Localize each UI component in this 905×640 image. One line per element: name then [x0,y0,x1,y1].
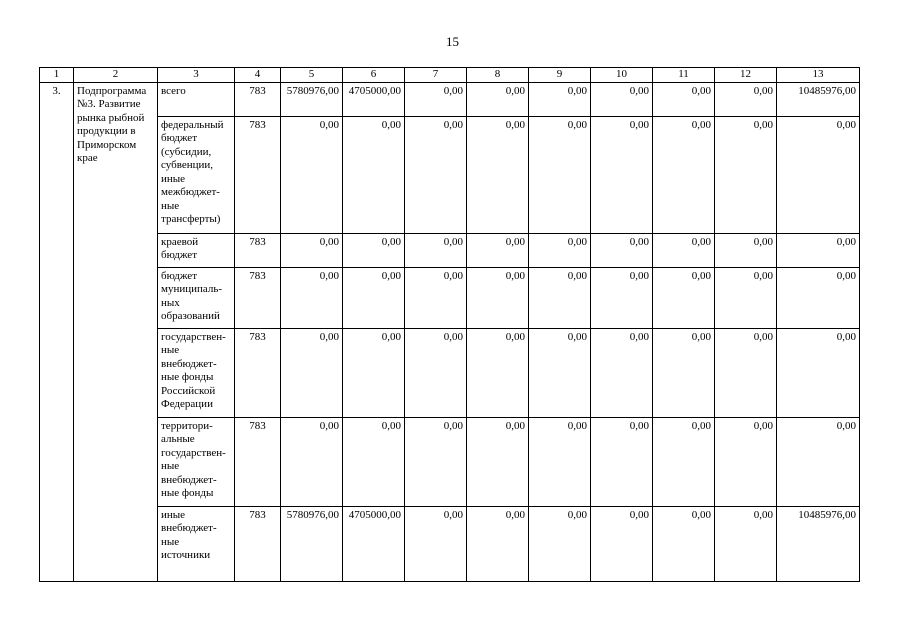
value-cell: 0,00 [467,506,529,581]
value-cell: 0,00 [777,328,860,417]
value-cell: 0,00 [529,267,591,328]
value-cell: 0,00 [467,417,529,506]
header-cell: 4 [235,68,281,83]
header-row [40,68,860,83]
code-cell: 783 [235,417,281,506]
value-cell: 0,00 [405,267,467,328]
header-cell: 13 [777,68,860,83]
value-cell: 0,00 [281,116,343,233]
value-cell: 10485976,00 [777,82,860,116]
value-cell: 0,00 [343,116,405,233]
code-cell: 783 [235,82,281,116]
value-cell: 0,00 [653,506,715,581]
value-cell: 10485976,00 [777,506,860,581]
value-cell: 0,00 [405,233,467,267]
value-cell: 0,00 [591,417,653,506]
header-cell: 2 [74,68,158,83]
value-cell: 0,00 [405,506,467,581]
funding-source: иные внебюджет-ные источники [158,506,235,581]
value-cell: 0,00 [591,233,653,267]
table-row [40,82,860,116]
value-cell: 0,00 [467,82,529,116]
funding-source: федеральный бюджет (субсидии, субвенции, иные межбюджет-ные трансферты) [158,116,235,233]
header-cell: 6 [343,68,405,83]
funding-source: бюджет муниципаль-ных образований [158,267,235,328]
header-cell: 3 [158,68,235,83]
value-cell: 0,00 [777,233,860,267]
value-cell: 0,00 [343,417,405,506]
value-cell: 0,00 [715,506,777,581]
value-cell: 0,00 [591,82,653,116]
value-cell: 0,00 [467,267,529,328]
value-cell: 0,00 [591,506,653,581]
value-cell: 0,00 [653,267,715,328]
header-cell: 11 [653,68,715,83]
value-cell: 0,00 [653,82,715,116]
value-cell: 0,00 [715,328,777,417]
code-cell: 783 [235,506,281,581]
table-row [40,233,860,267]
value-cell: 5780976,00 [281,82,343,116]
value-cell: 0,00 [343,267,405,328]
value-cell: 0,00 [529,82,591,116]
value-cell: 0,00 [653,116,715,233]
value-cell: 0,00 [653,328,715,417]
header-cell: 7 [405,68,467,83]
value-cell: 0,00 [529,506,591,581]
value-cell: 0,00 [529,417,591,506]
value-cell: 0,00 [591,116,653,233]
code-cell: 783 [235,116,281,233]
code-cell: 783 [235,267,281,328]
value-cell: 0,00 [715,267,777,328]
value-cell: 0,00 [591,328,653,417]
header-cell: 5 [281,68,343,83]
value-cell: 0,00 [715,417,777,506]
value-cell: 0,00 [467,328,529,417]
value-cell: 0,00 [281,267,343,328]
header-cell: 8 [467,68,529,83]
value-cell: 0,00 [777,267,860,328]
code-cell: 783 [235,233,281,267]
funding-source: территори-альные государствен-ные внебюджет-ные фонды [158,417,235,506]
value-cell: 0,00 [715,116,777,233]
funding-source: всего [158,82,235,116]
table-row [40,417,860,506]
value-cell: 0,00 [591,267,653,328]
value-cell: 5780976,00 [281,506,343,581]
header-cell: 9 [529,68,591,83]
value-cell: 0,00 [653,417,715,506]
value-cell: 4705000,00 [343,506,405,581]
header-cell: 1 [40,68,74,83]
value-cell: 0,00 [467,233,529,267]
funding-source: краевой бюджет [158,233,235,267]
table-row [40,328,860,417]
header-cell: 12 [715,68,777,83]
value-cell: 0,00 [405,116,467,233]
value-cell: 0,00 [715,82,777,116]
table-row [40,116,860,233]
value-cell: 0,00 [653,233,715,267]
value-cell: 0,00 [281,417,343,506]
value-cell: 0,00 [343,328,405,417]
value-cell: 0,00 [715,233,777,267]
value-cell: 0,00 [529,116,591,233]
header-cell: 10 [591,68,653,83]
value-cell: 4705000,00 [343,82,405,116]
value-cell: 0,00 [777,417,860,506]
value-cell: 0,00 [343,233,405,267]
code-cell: 783 [235,328,281,417]
value-cell: 0,00 [777,116,860,233]
value-cell: 0,00 [281,233,343,267]
value-cell: 0,00 [467,116,529,233]
funding-source: государствен-ные внебюджет-ные фонды Российской Федерации [158,328,235,417]
row-number: 3. [40,82,74,581]
value-cell: 0,00 [405,417,467,506]
budget-table [39,67,860,582]
value-cell: 0,00 [529,328,591,417]
value-cell: 0,00 [281,328,343,417]
page-number: 15 [446,34,459,49]
value-cell: 0,00 [529,233,591,267]
value-cell: 0,00 [405,82,467,116]
table-row [40,267,860,328]
table-row [40,506,860,581]
value-cell: 0,00 [405,328,467,417]
program-name: Подпрограмма №3. Развитие рынка рыбной продукции в Приморском крае [74,82,158,581]
